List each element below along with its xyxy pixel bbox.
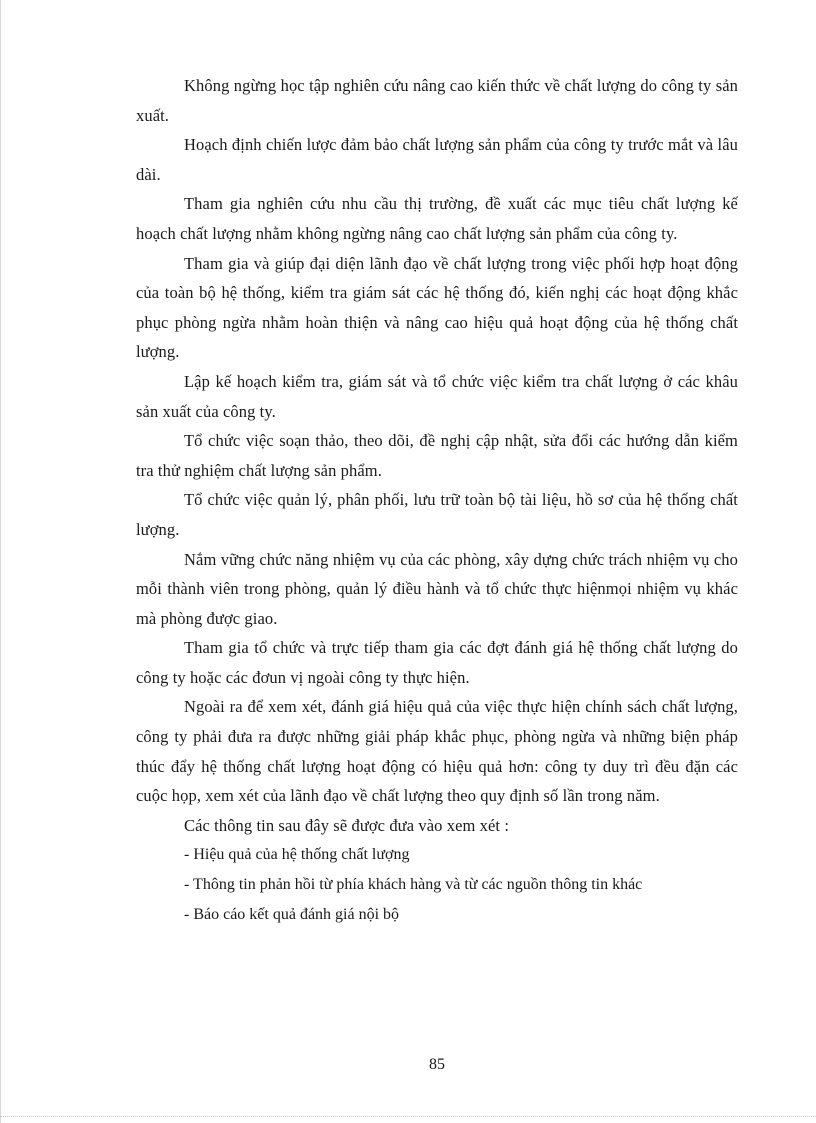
paragraph: Tham gia và giúp đại diện lãnh đạo về chất lượng trong việc phối hợp hoạt động của toàn bộ hệ thống, kiểm tra giám sát các hệ thống đó, kiến nghị các hoạt động khắc phục phòng ngừa nhằm hoàn thiện và nâng cao hiệu quả hoạt động của hệ thống chất lượng. (136, 253, 738, 362)
paragraph: Các thông tin sau đây sẽ được đưa vào xem xét : (184, 815, 510, 835)
document-body (136, 71, 738, 929)
page-edge-left (0, 0, 1, 1123)
list-item: - Hiệu quả của hệ thống chất lượng (184, 846, 410, 864)
paragraph: Không ngừng học tập nghiên cứu nâng cao kiến thức về chất lượng do công ty sản xuất. (136, 76, 738, 125)
paragraph: Ngoài ra để xem xét, đánh giá hiệu quả của việc thực hiện chính sách chất lượng, công ty phải đưa ra được những giải pháp khắc phục, phòng ngừa và những biện pháp thúc đẩy hệ thống chất lượng hoạt động có hiệu quả hơn: công ty duy trì đều đặn các cuộc họp, xem xét của lãnh đạo về chất lượng theo quy định số lần trong năm. (136, 697, 738, 806)
paragraph: Lập kế hoạch kiểm tra, giám sát và tổ chức việc kiểm tra chất lượng ở các khâu sản xuất của công ty. (136, 371, 738, 421)
paragraph: Tổ chức việc quản lý, phân phối, lưu trữ toàn bộ tài liệu, hồ sơ của hệ thống chất lượng. (136, 490, 738, 539)
paragraph: Nắm vững chức năng nhiệm vụ của các phòng, xây dựng chức trách nhiệm vụ cho mỗi thành viên trong phòng, quản lý điều hành và tổ chức thực hiệnmọi nhiệm vụ khác mà phòng được giao. (136, 549, 738, 628)
paragraph: Hoạch định chiến lược đảm bảo chất lượng sản phẩm của công ty trước mắt và lâu dài. (136, 135, 738, 184)
paragraph: Tham gia tổ chức và trực tiếp tham gia các đợt đánh giá hệ thống chất lượng do công ty hoặc các đơun vị ngoài công ty thực hiện. (136, 638, 738, 687)
list-item: - Báo cáo kết quả đánh giá nội bộ (184, 905, 400, 923)
paragraph: Tham gia nghiên cứu nhu cầu thị trường, đề xuất các mục tiêu chất lượng kế hoạch chất lượng nhằm không ngừng nâng cao chất lượng sản phẩm của công ty. (136, 194, 738, 243)
page-edge-bottom (0, 1116, 816, 1117)
page-number: 85 (429, 1056, 445, 1073)
list-item: - Thông tin phản hồi từ phía khách hàng và từ các nguồn thông tin khác (184, 876, 643, 894)
paragraph: Tổ chức việc soạn thảo, theo dõi, đề nghị cập nhật, sửa đổi các hướng dẫn kiểm tra thử nghiệm chất lượng sản phẩm. (136, 431, 738, 480)
